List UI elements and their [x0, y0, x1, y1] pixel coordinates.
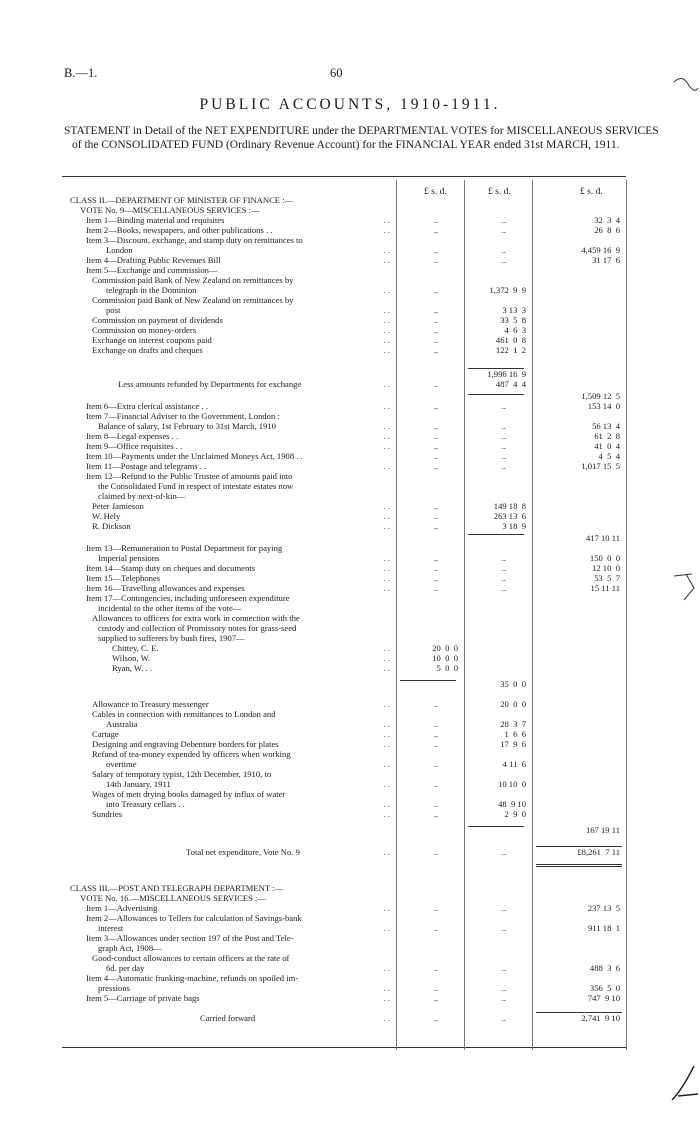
line-description: post [106, 305, 121, 315]
line-description: Total net expenditure, Vote No. 9 [186, 847, 300, 857]
line-description: into Treasury cellars . . [106, 799, 185, 809]
amount-c1: .. [433, 379, 438, 389]
amount-c1: 5 0 0 [436, 663, 458, 673]
amount-c2: 3 13 3 [502, 305, 526, 315]
amount-c2: .. [501, 215, 506, 225]
amount-c1: .. [433, 255, 438, 265]
amount-c3: 911 18 1 [588, 923, 620, 933]
leader-dots: . . [383, 401, 390, 411]
margin-pen-mark [672, 70, 700, 94]
amount-c1: .. [433, 779, 438, 789]
line-description: Allowance to Treasury messenger [92, 699, 209, 709]
amount-c2: 1,996 16 9 [487, 369, 526, 379]
line-description: Less amounts refunded by Departments for exchange [118, 379, 302, 389]
amount-c1: 10 0 0 [432, 653, 458, 663]
leader-dots: . . [383, 245, 390, 255]
line-description: Item 5—Carriage of private bags [86, 993, 200, 1003]
amount-c2: .. [501, 573, 506, 583]
amount-c3: 31 17 6 [592, 255, 620, 265]
leader-dots: . . [383, 335, 390, 345]
line-description: Item 3—Discount, exchange, and stamp duty on remittances to [86, 235, 303, 245]
amount-c2: .. [501, 993, 506, 1003]
line-description: Sundries [92, 809, 123, 819]
amount-c1: .. [433, 739, 438, 749]
line-description: Item 12—Refund to the Public Trustee of amounts paid into [86, 471, 293, 481]
amount-c2: 33 5 8 [500, 315, 526, 325]
line-description: CLASS III.—POST AND TELEGRAPH DEPARTMENT :— [70, 883, 284, 893]
leader-dots: . . [383, 653, 390, 663]
amount-c1: .. [433, 963, 438, 973]
line-description: W. Hely [92, 511, 121, 521]
amount-c1: .. [433, 511, 438, 521]
leader-dots: . . [383, 255, 390, 265]
line-description: Allowances to officers for extra work in connection with the [92, 613, 300, 623]
amount-c2: .. [501, 401, 506, 411]
line-description: graph Act, 1908— [98, 943, 162, 953]
subtotal-rule [400, 680, 456, 681]
line-description: Item 4—Automatic franking-machine, refunds on spoiled im- [86, 973, 299, 983]
leader-dots: . . [383, 923, 390, 933]
amount-c3: 32 3 4 [594, 215, 620, 225]
amount-c2: 122 1 2 [495, 345, 526, 355]
leader-dots: . . [383, 501, 390, 511]
total-rule [536, 846, 622, 847]
leader-dots: . . [383, 441, 390, 451]
amount-c1: .. [433, 501, 438, 511]
subtotal-rule [468, 368, 524, 369]
amount-c3: 1,509 12 5 [581, 391, 620, 401]
amount-c1: .. [433, 285, 438, 295]
amount-c2: .. [501, 461, 506, 471]
amount-c2: 3 18 9 [502, 521, 526, 531]
leader-dots: . . [383, 963, 390, 973]
leader-dots: . . [383, 719, 390, 729]
amount-c2: 263 13 6 [493, 511, 526, 521]
leader-dots: . . [383, 903, 390, 913]
line-description: Item 17—Contingencies, including unforeseen expenditure [86, 593, 290, 603]
amount-c2: .. [501, 563, 506, 573]
amount-c1: .. [433, 215, 438, 225]
line-description: custody and collection of Promissory notes for grass-seed [98, 623, 297, 633]
line-description: Item 1—Advertising [86, 903, 158, 913]
line-description: VOTE No. 16.—MISCELLANEOUS SERVICES :— [80, 893, 266, 903]
leader-dots: . . [383, 315, 390, 325]
line-description: supplied to sufferers by bush fires, 1907— [98, 633, 245, 643]
line-description: Item 4—Drafting Public Revenues Bill [86, 255, 221, 265]
amount-c1: .. [433, 345, 438, 355]
leader-dots: . . [383, 779, 390, 789]
amount-c3: 15 11 11 [590, 583, 620, 593]
leader-dots: . . [383, 379, 390, 389]
amount-c1: .. [433, 461, 438, 471]
amount-c2: .. [501, 983, 506, 993]
line-description: Cables in connection with remittances to London and [92, 709, 276, 719]
leader-dots: . . [383, 521, 390, 531]
amount-c1: .. [433, 441, 438, 451]
line-description: Item 2—Allowances to Tellers for calculation of Savings-bank [86, 913, 302, 923]
column-head-3: £ s. d. [580, 187, 603, 197]
leader-dots: . . [383, 583, 390, 593]
line-description: Item 7—Financial Adviser to the Government, London : [86, 411, 280, 421]
amount-c2: .. [501, 421, 506, 431]
subtotal-rule [468, 534, 524, 535]
line-description: Item 13—Remuneration to Postal Department for paying [86, 543, 283, 553]
amount-c1: .. [433, 983, 438, 993]
leader-dots: . . [383, 305, 390, 315]
line-description: Commission on money-orders [92, 325, 197, 335]
amount-c1: .. [433, 809, 438, 819]
amount-c2: .. [501, 583, 506, 593]
amount-c2: .. [501, 553, 506, 563]
amount-c1: .. [433, 573, 438, 583]
amount-c1: .. [433, 903, 438, 913]
column-head-2: £ s. d. [488, 187, 511, 197]
amount-c2: .. [501, 255, 506, 265]
leader-dots: . . [383, 663, 390, 673]
line-description: Item 6—Extra clerical assistance . . [86, 401, 208, 411]
amount-c2: 20 0 0 [500, 699, 526, 709]
amount-c2: .. [501, 847, 506, 857]
amount-c3: 150 0 0 [589, 553, 620, 563]
amount-c2: .. [501, 225, 506, 235]
line-description: pressions [98, 983, 130, 993]
margin-pen-mark [668, 1060, 700, 1104]
amount-c3: 747 9 10 [587, 993, 620, 1003]
line-description: 14th January, 1911 [106, 779, 171, 789]
amount-c2: .. [501, 1013, 506, 1023]
leader-dots: . . [383, 225, 390, 235]
line-description: Imperial pensions [98, 553, 160, 563]
line-description: Item 2—Books, newspapers, and other publications . . [86, 225, 273, 235]
amount-c3: 356 5 0 [589, 983, 620, 993]
line-description: VOTE No. 9—MISCELLANEOUS SERVICES :— [80, 205, 260, 215]
amount-c2: 28 3 7 [500, 719, 526, 729]
amount-c2: 487 4 4 [495, 379, 526, 389]
amount-c1: .. [433, 719, 438, 729]
amount-c3: 1,017 15 5 [581, 461, 620, 471]
amount-c1: .. [433, 401, 438, 411]
amount-c3: 417 10 11 [585, 533, 620, 543]
line-description: Commission on payment of dividends [92, 315, 223, 325]
amount-c2: 48 9 10 [498, 799, 526, 809]
line-description: Balance of salary, 1st February to 31st March, 1910 [98, 421, 276, 431]
leader-dots: . . [383, 511, 390, 521]
amount-c1: .. [433, 729, 438, 739]
page-title: PUBLIC ACCOUNTS, 1910-1911. [199, 96, 501, 113]
amount-c2: .. [501, 963, 506, 973]
leader-dots: . . [383, 809, 390, 819]
amount-c3: 61 2 8 [594, 431, 620, 441]
leader-dots: . . [383, 643, 390, 653]
amount-c3: 26 8 6 [594, 225, 620, 235]
amount-c1: .. [433, 1013, 438, 1023]
amount-c2: 1 6 6 [504, 729, 526, 739]
amount-c1: .. [433, 451, 438, 461]
leader-dots: . . [383, 739, 390, 749]
amount-c3: 237 13 5 [587, 903, 620, 913]
amount-c2: .. [501, 903, 506, 913]
line-description: Item 10—Payments under the Unclaimed Moneys Act, 1908 . . [86, 451, 303, 461]
amount-c3: 2,741 9 10 [581, 1013, 620, 1023]
amount-c2: 10 10 0 [498, 779, 526, 789]
leader-dots: . . [383, 799, 390, 809]
leader-dots: . . [383, 325, 390, 335]
page-number: 60 [330, 66, 343, 80]
line-description: Australia [106, 719, 138, 729]
page-ref: B.—1. [64, 66, 98, 80]
amount-c1: .. [433, 699, 438, 709]
amount-c1: .. [433, 431, 438, 441]
line-description: 6d. per day [106, 963, 145, 973]
line-description: Salary of temporary typist, 12th December, 1910, to [92, 769, 272, 779]
amount-c3: 41 0 4 [594, 441, 620, 451]
leader-dots: . . [383, 847, 390, 857]
line-description: Wages of men drying books damaged by influx of water [92, 789, 286, 799]
amount-c2: 17 9 6 [500, 739, 526, 749]
line-description: overtime [106, 759, 137, 769]
line-description: Wilson, W. [112, 653, 151, 663]
line-description: Carried forward [200, 1013, 256, 1023]
leader-dots: . . [383, 461, 390, 471]
column-head-1: £ s. d. [424, 187, 447, 197]
amount-c3: 53 5 7 [594, 573, 620, 583]
leader-dots: . . [383, 983, 390, 993]
leader-dots: . . [383, 553, 390, 563]
amount-c3: 167 19 11 [585, 825, 620, 835]
margin-pen-mark [672, 568, 700, 604]
line-description: CLASS II.—DEPARTMENT OF MINISTER OF FINANCE :— [70, 195, 294, 205]
leader-dots: . . [383, 563, 390, 573]
line-description: Cartage [92, 729, 119, 739]
leader-dots: . . [383, 215, 390, 225]
leader-dots: . . [383, 345, 390, 355]
line-description: R. Dickson [92, 521, 131, 531]
amount-c2: 4 6 3 [504, 325, 526, 335]
amount-c1: .. [433, 521, 438, 531]
amount-c2: 461 0 8 [495, 335, 526, 345]
line-description: Exchange on interest coupons paid [92, 335, 212, 345]
line-description: Good-conduct allowances to certain officers at the rate of [92, 953, 290, 963]
leader-dots: . . [383, 993, 390, 1003]
line-description: Exchange on drafts and cheques [92, 345, 203, 355]
amount-c2: 2 9 0 [504, 809, 526, 819]
subtotal-rule [468, 826, 524, 827]
leader-dots: . . [383, 573, 390, 583]
leader-dots: . . [383, 699, 390, 709]
line-description: Item 16—Travelling allowances and expenses [86, 583, 245, 593]
amount-c1: .. [433, 799, 438, 809]
line-description: London [106, 245, 133, 255]
amount-c3: 56 13 4 [592, 421, 620, 431]
amount-c1: .. [433, 315, 438, 325]
line-description: Designing and engraving Debenture borders for plates [92, 739, 279, 749]
total-double-rule [536, 864, 622, 867]
line-description: interest [98, 923, 124, 933]
amount-c1: .. [433, 225, 438, 235]
amount-c2: .. [501, 441, 506, 451]
amount-c1: .. [433, 421, 438, 431]
line-description: incidental to the other items of the vote— [98, 603, 242, 613]
statement-heading: STATEMENT in Detail of the NET EXPENDITURE under the DEPARTMENTAL VOTES for MISCELLANEOUS SERVICES of the CONSOLIDATED FUND (Ordinary Revenue Account) for the FINANCIAL YEAR ended 31st MARCH, 1911. [64, 125, 659, 151]
amount-c3: 153 14 0 [587, 401, 620, 411]
line-description: Ryan, W. . . [112, 663, 153, 673]
amount-c1: .. [433, 583, 438, 593]
carried-rule [536, 1012, 622, 1013]
amount-c2: 4 11 6 [502, 759, 526, 769]
line-description: Peter Jamieson [92, 501, 144, 511]
line-description: Refund of tea-money expended by officers when working [92, 749, 291, 759]
amount-c2: .. [501, 923, 506, 933]
leader-dots: . . [383, 421, 390, 431]
amount-c2: .. [501, 451, 506, 461]
line-description: Commission paid Bank of New Zealand on remittances by [92, 275, 294, 285]
amount-c1: .. [433, 759, 438, 769]
amount-c2: 149 18 8 [493, 501, 526, 511]
amount-c3: £8,261 7 11 [577, 847, 620, 857]
amount-c3: 12 10 0 [592, 563, 620, 573]
line-description: Commission paid Bank of New Zealand on remittances by [92, 295, 294, 305]
line-description: Item 3—Allowances under section 197 of the Post and Tele- [86, 933, 294, 943]
leader-dots: . . [383, 759, 390, 769]
amount-c2: 35 0 0 [500, 679, 526, 689]
leader-dots: . . [383, 1013, 390, 1023]
amount-c1: 20 0 0 [432, 643, 458, 653]
amount-c1: .. [433, 305, 438, 315]
amount-c1: .. [433, 993, 438, 1003]
amount-c1: .. [433, 325, 438, 335]
amount-c1: .. [433, 553, 438, 563]
line-description: Item 8—Legal expenses . . [86, 431, 179, 441]
amount-c1: .. [433, 847, 438, 857]
line-description: claimed by next-of-kin— [98, 491, 186, 501]
line-description: Item 11—Postage and telegrams . . [86, 461, 207, 471]
line-description: the Consolidated Fund in respect of intestate estates now [98, 481, 294, 491]
leader-dots: . . [383, 729, 390, 739]
line-description: Chittey, C. E. [112, 643, 159, 653]
line-description: Item 1—Binding material and requisites [86, 215, 225, 225]
amount-c2: .. [501, 245, 506, 255]
line-description: Item 15—Telephones [86, 573, 161, 583]
amount-c1: .. [433, 563, 438, 573]
amount-c2: .. [501, 431, 506, 441]
amount-c1: .. [433, 923, 438, 933]
line-description: Item 5—Exchange and commission— [86, 265, 218, 275]
amount-c1: .. [433, 245, 438, 255]
leader-dots: . . [383, 431, 390, 441]
line-description: Item 9—Office requisites . . [86, 441, 183, 451]
subtotal-rule [468, 394, 524, 395]
line-description: telegraph in the Dominion [106, 285, 197, 295]
amount-c3: 4,459 16 9 [581, 245, 620, 255]
amount-c1: .. [433, 335, 438, 345]
amount-c2: 1,372 9 9 [489, 285, 526, 295]
amount-c3: 4 5 4 [598, 451, 620, 461]
line-description: Item 14—Stamp duty on cheques and documents [86, 563, 255, 573]
amount-c3: 488 3 6 [589, 963, 620, 973]
leader-dots: . . [383, 285, 390, 295]
